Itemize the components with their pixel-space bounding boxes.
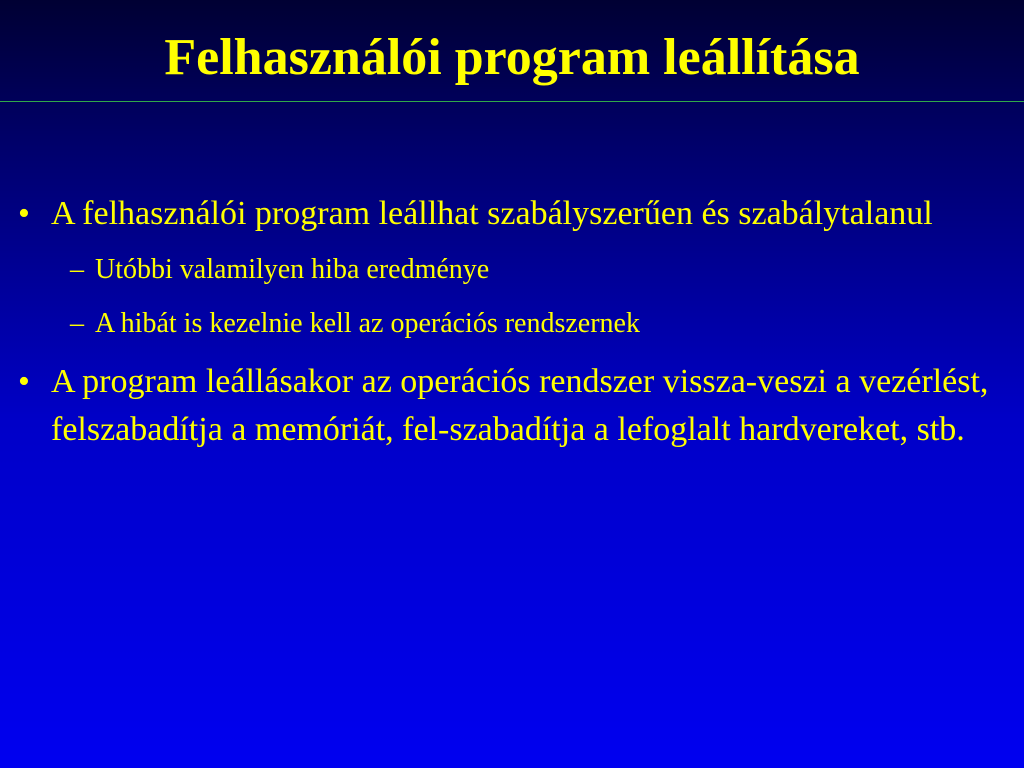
bullet-text: A felhasználói program leállhat szabályszerűen és szabálytalanul [51, 195, 933, 232]
sub-bullet-text: A hibát is kezelnie kell az operációs rendszernek [95, 308, 640, 339]
sub-bullet-item [0, 304, 1024, 344]
sub-bullet-text: Utóbbi valamilyen hiba eredménye [95, 254, 490, 285]
slide-title: Felhasználói program leállítása [164, 29, 860, 86]
bullet-item [0, 358, 1024, 454]
bullet-text: A program leállásakor az operációs rendszer vissza-veszi a vezérlést, felszabadítja a memóriát, fel-szabadítja a lefoglalt hardvereket, stb. [51, 363, 989, 448]
bullet-marker: • [18, 363, 30, 400]
sub-bullet-marker: – [70, 308, 84, 339]
bullet-item [0, 190, 1024, 238]
sub-bullet-item [0, 250, 1024, 290]
title-divider [0, 101, 1024, 102]
bullet-list [0, 190, 1024, 462]
sub-bullet-marker: – [70, 254, 84, 285]
bullet-marker: • [18, 195, 30, 232]
